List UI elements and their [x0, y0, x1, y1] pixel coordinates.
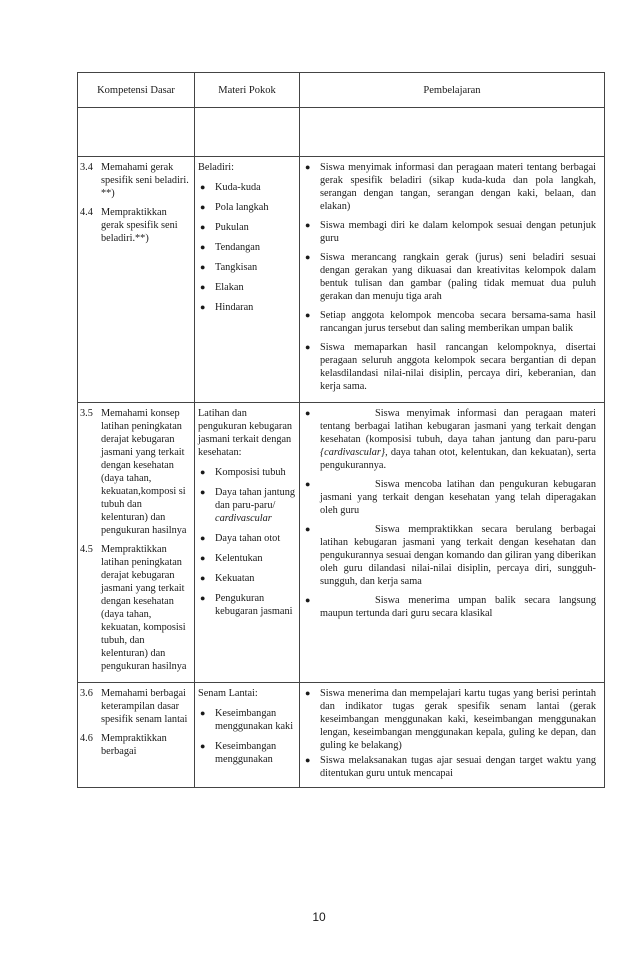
- bullet-icon: ●: [200, 708, 206, 718]
- kd-item: 4.6 Mempraktikkan berbagai: [80, 733, 167, 757]
- bullet-icon: ●: [200, 222, 206, 232]
- list-item: ● Daya tahan otot: [200, 533, 281, 544]
- list-item: ● Siswa mempraktikkan secara berulang berbagai latihan kebugaran jasmani yang terkait dengan kesehatan dan pengukurannya sesuai dengan komando dan giliran yang diberikan oleh guru dilandasi nilai-nilai disiplin, percaya diri, sungguh-sungguh, dan kerja sama: [305, 524, 597, 587]
- list-item: ● Tangkisan: [200, 262, 258, 273]
- page-number: 10: [312, 910, 326, 924]
- bullet-icon: ●: [200, 242, 206, 252]
- list-item: ● Elakan: [200, 282, 244, 293]
- materi-title: Latihan dan pengukuran kebugaran jasmani terkait dengan kesehatan:: [198, 408, 293, 458]
- kd-item: 3.6 Memahami berbagai keterampilan dasar spesifik senam lantai: [80, 688, 188, 725]
- bullet-icon: ●: [200, 533, 206, 543]
- header-materi-pokok: Materi Pokok: [195, 73, 300, 108]
- list-item: ● Keseimbangan menggunakan: [200, 741, 277, 765]
- list-item: ● Kuda-kuda: [200, 182, 261, 193]
- list-item: ● Pukulan: [200, 222, 249, 233]
- list-item: ● Pola langkah: [200, 202, 269, 213]
- list-item: ● Siswa merancang rangkain gerak (jurus) seni beladiri sesuai dengan gerakan yang dikuasai dan kreativitas kelompok dalam bentuk tulisan dan gambar (paling tidak memuat dua puluh gerakan dan menuju tiga arah: [305, 252, 596, 302]
- table-row: [78, 157, 605, 403]
- list-item: ● Siswa mencoba latihan dan pengukuran kebugaran jasmani yang terkait dengan kesehatan yang telah diperagakan oleh guru: [305, 479, 596, 516]
- kd-item: 3.4 Memahami gerak spesifik seni beladiri. **): [80, 162, 189, 199]
- kd-item: 3.5 Memahami konsep latihan peningkatan derajat kebugaran jasmani yang terkait dengan kesehatan (daya tahan, kekuatan,komposi si tubuh dan kelenturan) dan pengukuran hasilnya: [80, 408, 187, 536]
- header-kompetensi-dasar: Kompetensi Dasar: [78, 73, 195, 108]
- bullet-icon: ●: [305, 408, 311, 418]
- bullet-icon: ●: [200, 553, 206, 563]
- kd-item: 4.5 Mempraktikkan latihan peningkatan derajat kebugaran jasmani yang terkait dengan kesehatan (daya tahan, kekuatan, komposisi tubuh, dan kelenturan) dan pengukuran hasilnya: [80, 544, 187, 672]
- materi-title: Senam Lantai:: [198, 688, 258, 699]
- list-item: ● Daya tahan jantung dan paru-paru/ cardivascular: [200, 487, 296, 524]
- bullet-icon: ●: [305, 595, 311, 605]
- table-row: [78, 403, 605, 683]
- list-item: ● Komposisi tubuh: [200, 467, 286, 478]
- empty-row: [78, 108, 605, 157]
- kd-item: 4.4 Mempraktikkan gerak spesifik seni beladiri.**): [80, 207, 178, 244]
- bullet-icon: ●: [200, 487, 206, 497]
- bullet-icon: ●: [305, 755, 311, 765]
- curriculum-table: [77, 72, 605, 788]
- bullet-icon: ●: [305, 342, 311, 352]
- materi-title: Beladiri:: [198, 162, 235, 173]
- bullet-icon: ●: [200, 282, 206, 292]
- bullet-icon: ●: [200, 573, 206, 583]
- bullet-icon: ●: [305, 252, 311, 262]
- list-item: ● Siswa menerima umpan balik secara langsung maupun tertunda dari guru secara klasikal: [305, 595, 596, 619]
- list-item: ● Siswa menyimak informasi dan peragaan materi tentang berbagai latihan kebugaran jasmani yang terkait dengan kesehatan (komposisi tubuh, daya tahan jantung dan paru-paru {cardivascular}, daya tahan otot, kelentukan, dan kekuatan), serta pengukurannya.: [305, 408, 596, 471]
- bullet-icon: ●: [305, 310, 311, 320]
- bullet-icon: ●: [200, 182, 206, 192]
- bullet-icon: ●: [200, 262, 206, 272]
- list-item: ● Kekuatan: [200, 573, 255, 584]
- bullet-icon: ●: [305, 479, 311, 489]
- list-item: ● Hindaran: [200, 302, 254, 313]
- bullet-icon: ●: [200, 467, 206, 477]
- list-item: ● Siswa menerima dan mempelajari kartu tugas yang berisi perintah dan indikator tugas gerak spesifik senam lantai (gerak keseimbangan menggunakan kaki, keseimbangan menggunakan lengan, keseimbangan menggunakan kepala, guling ke depan, dan guling ke belakang): [305, 688, 596, 751]
- table-row: [78, 683, 605, 788]
- header-row: [78, 73, 605, 108]
- list-item: ● Siswa menyimak informasi dan peragaan materi tentang berbagai gerak spesifik beladiri (sikap kuda-kuda dan pola langkah, serangan dengan tangan, serangan dengan kaki, belaan, dan elakan): [305, 162, 596, 212]
- list-item: ● Siswa memaparkan hasil rancangan kelompoknya, disertai peragaan seluruh anggota kelompok secara bergantian di depan kelasdilandasi nilai-nilai disiplin, percaya diri, keberanian, dan kerja sama.: [305, 342, 596, 392]
- bullet-icon: ●: [305, 220, 311, 230]
- bullet-icon: ●: [200, 302, 206, 312]
- bullet-icon: ●: [200, 741, 206, 751]
- list-item: ● Kelentukan: [200, 553, 263, 564]
- bullet-icon: ●: [200, 202, 206, 212]
- list-item: ● Setiap anggota kelompok mencoba secara bersama-sama hasil rancangan jurus tersebut dan saling memberikan umpan balik: [305, 310, 596, 334]
- header-pembelajaran: Pembelajaran: [300, 73, 605, 108]
- list-item: ● Siswa melaksanakan tugas ajar sesuai dengan target waktu yang ditentukan guru untuk mencapai: [305, 755, 596, 779]
- bullet-icon: ●: [305, 524, 311, 534]
- bullet-icon: ●: [305, 162, 311, 172]
- bullet-icon: ●: [305, 688, 311, 698]
- list-item: ● Siswa membagi diri ke dalam kelompok sesuai dengan petunjuk guru: [305, 220, 596, 244]
- list-item: ● Tendangan: [200, 242, 261, 253]
- list-item: ● Pengukuran kebugaran jasmani: [200, 593, 293, 617]
- list-item: ● Keseimbangan menggunakan kaki: [200, 708, 294, 732]
- bullet-icon: ●: [200, 593, 206, 603]
